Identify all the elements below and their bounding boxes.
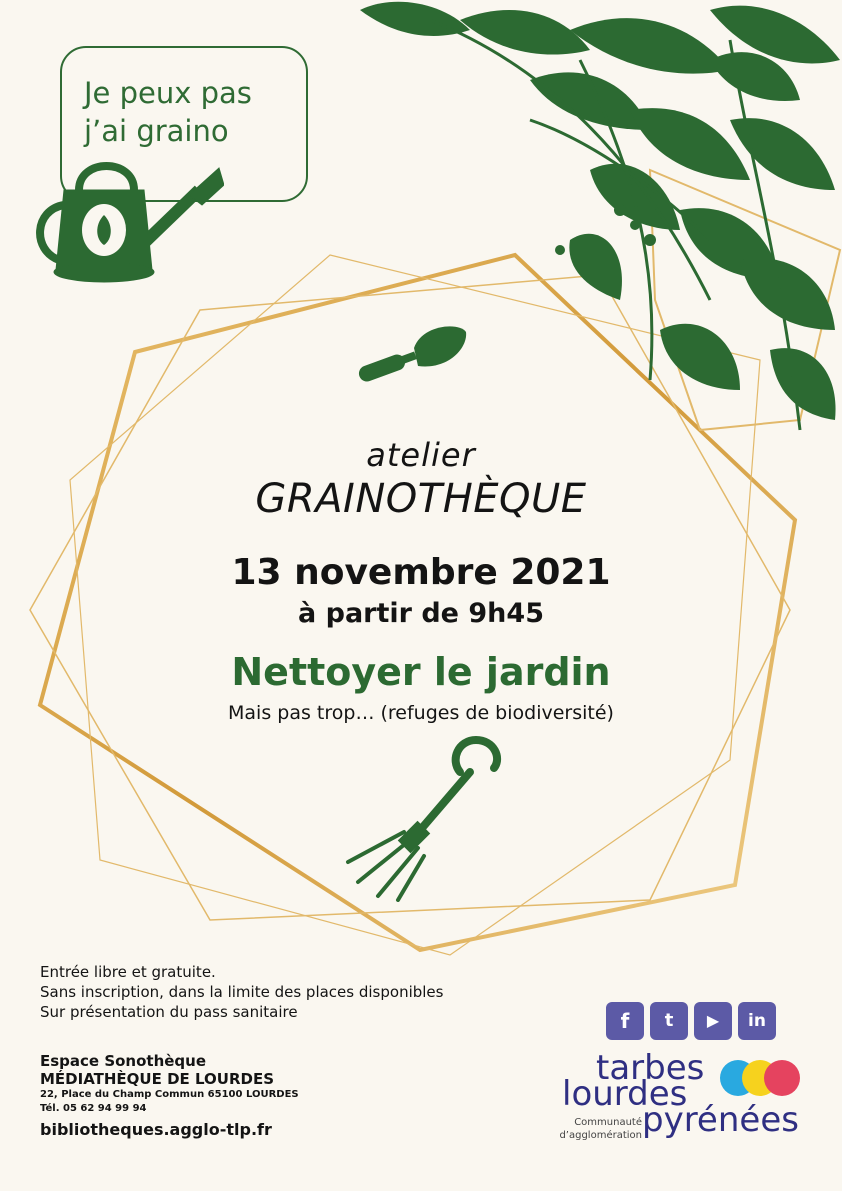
tagline xyxy=(84,74,304,150)
event-time: à partir de 9h45 xyxy=(298,598,544,629)
info-line3: Sur présentation du pass sanitaire xyxy=(40,1003,298,1021)
watering-can-icon xyxy=(24,150,224,290)
event-date: 13 novembre 2021 xyxy=(231,552,611,593)
trowel-icon xyxy=(356,318,468,384)
logo-dots xyxy=(718,1058,802,1098)
venue-library: MÉDIATHÈQUE DE LOURDES xyxy=(40,1070,275,1088)
logo-word-lourdes: lourdes xyxy=(562,1074,688,1114)
access-info xyxy=(40,962,443,1022)
logo-caption-line1: Communauté xyxy=(574,1117,642,1128)
logo-word-pyrenees: pyrénées xyxy=(642,1100,799,1140)
linkedin-icon[interactable]: in xyxy=(738,1002,776,1040)
logo-word-tarbes: tarbes xyxy=(596,1048,705,1088)
venue-name: Espace Sonothèque xyxy=(40,1052,207,1070)
event-theme: Nettoyer le jardin xyxy=(231,650,611,694)
facebook-icon[interactable]: f xyxy=(606,1002,644,1040)
info-line1: Entrée libre et gratuite. xyxy=(40,963,216,981)
tagline-line1: Je peux pas xyxy=(84,76,252,110)
event-kicker: atelier xyxy=(366,436,476,474)
logo-caption-line2: d’agglomération xyxy=(559,1130,642,1141)
pitchfork-icon xyxy=(340,732,506,902)
venue-phone: Tél. 05 62 94 99 94 xyxy=(40,1103,147,1114)
venue-address xyxy=(40,1052,299,1139)
info-line2: Sans inscription, dans la limite des places disponibles xyxy=(40,983,444,1001)
event-subtitle: Mais pas trop… (refuges de biodiversité) xyxy=(228,702,614,724)
website-link[interactable]: bibliotheques.agglo-tlp.fr xyxy=(40,1120,272,1139)
twitter-icon[interactable]: t xyxy=(650,1002,688,1040)
logo-caption xyxy=(556,1116,642,1142)
event-title: GRAINOTHÈQUE xyxy=(255,476,587,522)
youtube-icon[interactable]: ▶ xyxy=(694,1002,732,1040)
venue-street: 22, Place du Champ Commun 65100 LOURDES xyxy=(40,1089,299,1100)
tagline-line2: j’ai graino xyxy=(84,114,229,148)
